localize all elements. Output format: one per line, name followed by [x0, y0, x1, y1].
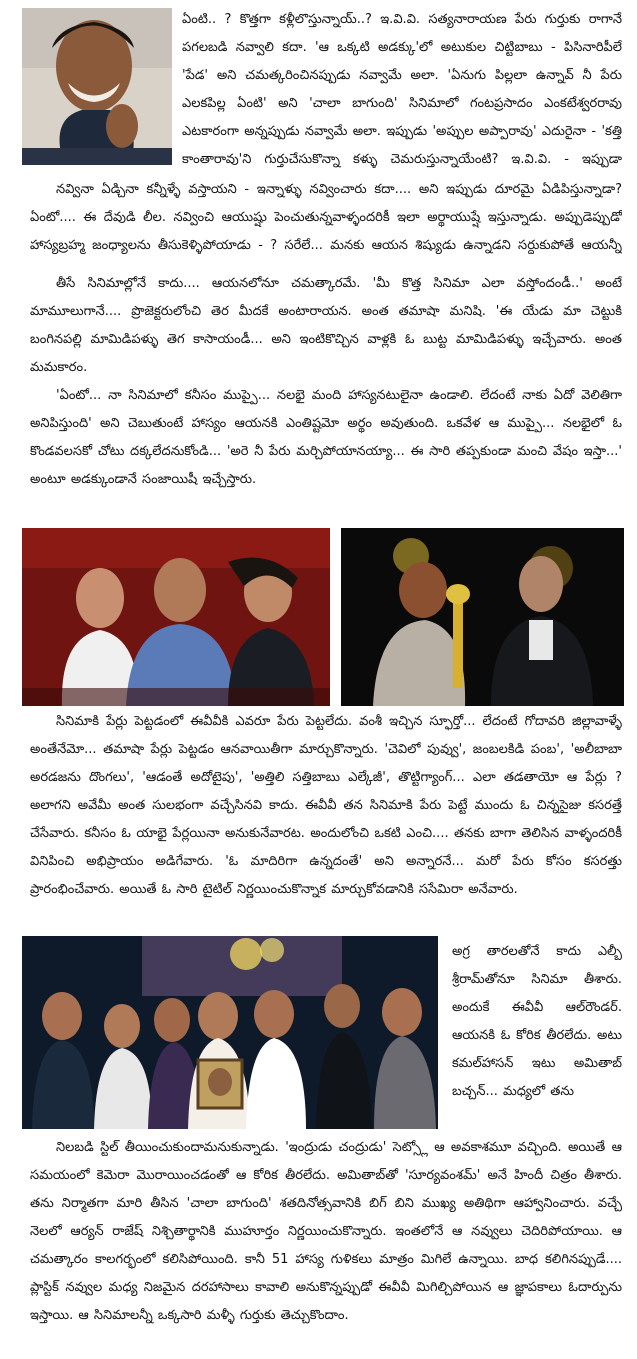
paragraph-3: తీసే సినిమాల్లోనే కాదు.... ఆయనలోనూ చమత్కారమే. 'మీ కొత్త సినిమా ఎలా వస్తోందండీ..' అంటే మామూలుగానే.... ప్రొజెక్టరులోంచి తెర మీదకే అంటారాయన. అంత తమాషా మనిషి. 'ఈ యేడు మా చెట్టుకి బంగినపల్లి మామిడిపళ్ళు తెగ కాసాయండీ... అని ఇంటికొచ్చిన వాళ్లకి ఓ బుట్ట మామిడిపళ్ళు ఇచ్చేవారు. అంత మమకారం.: [30, 276, 622, 375]
portrait-photo-graphic: [22, 8, 172, 165]
paragraph-7: నిలబడి స్టిల్ తీయించుకుందామనుకున్నాడు. 'ఇంద్రుడు చంద్రుడు' సెట్స్లో ఆ అవకాశమూ వచ్చింది. అయితే ఆ సమయంలో కెమెరా మొరాయించడంతో ఆ కోరిక తీరలేదు. అమితాబ్‌తో 'సూర్యవంశమ్' అనే హిందీ చిత్రం తీశారు. తను నిర్మాతగా మారి తీసిన 'చాలా బాగుంది' శతదినోత్సవానికి బిగ్ బిని ముఖ్య అతిథిగా ఆహ్వానించారు. వచ్చే నెలలో ఆర్యన్ రాజేష్ నిశ్చితార్థానికి ముహూర్తం నిర్ణయించుకొన్నారు. ఇంతలోనే ఆ నవ్వులు చెదిరిపోయాయి. ఆ చమత్కారం కాలగర్భంలో కలిసిపోయింది. కానీ 51 హాస్య గుళికలు మాత్రం మిగిలే ఉన్నాయి. బాధ కలిగినప్పుడే.... ప్లాస్టిక్ నవ్వుల మధ్య నిజమైన దరహాసాలు కావాలి అనుకొన్నప్పుడో ఈవీవీ మిగిల్చిపోయిన ఆ జ్ఞాపకాలు ఓదార్పును ఇస్తాయి. ఆ సినిమాలన్నీ ఒక్కసారి మళ్ళీ గుర్తుకు తెచ్చుకొందాం.: [30, 1140, 622, 1323]
group-photo-three-men: [22, 528, 330, 706]
felicitation-photo-graphic: [22, 936, 438, 1129]
group-photo-graphic: [22, 528, 330, 706]
portrait-photo: [22, 8, 172, 165]
paragraph-2: నవ్వినా ఏడ్చినా కన్నీళ్ళే వస్తాయని - ఇన్నాళ్ళు నవ్వించారు కదా.... అని ఇప్పుడు దూరమై ఏడిపిస్తున్నాడా? ఏంటో.... ఈ దేవుడి లీల. నవ్వించి ఆయుష్షు పెంచుతున్నవాళ్ళందరికీ ఇలా అర్థాయుష్షే ఇస్తున్నాడు. అప్పుడెప్పుడో హాస్యబ్రహ్మ జంధ్యాలను తీసుకెళ్ళిపోయాడు - ? సరేలే... మనకు ఆయన శిష్యుడు ఉన్నాడని సర్దుకుపోతే ఆయన్నీ: [30, 182, 622, 253]
intro-paragraph: ఏంటి.. ? కొత్తగా కళ్లీలొస్తున్నాయ్..? ఇ.వి.వి. సత్యనారాయణ పేరు గుర్తుకు రాగానే పగలబడి నవ్వాలి కదా. 'ఆ ఒక్కటి అడక్కు'లో అటుకుల చిట్టిబాబు - పిసినారిపీలే 'పేడ' అని చమత్కరించినప్పుడు నవ్వామే అలా. 'ఏనుగు పిల్లలా ఉన్నావ్ నీ పేరు ఎలకపిల్ల ఏంటి' అని 'చాలా బాగుంది' సినిమాలో గంటప్రసాదం ఎంకటేశ్వరరావు ఎటకారంగా అన్నప్పుడు నవ్వామే అలా. ఇప్పుడు 'అప్పుల అప్పారావు' ఎదురైనా - 'కత్తి కాంతారావు'ని గుర్తుచేసుకొన్నా కళ్ళు చెమరుస్తున్నాయేంటి? ఇ.వి.వి. - ఇప్పుడా: [182, 12, 622, 167]
award-photo-graphic: [341, 528, 624, 706]
award-photo-amitabh: [341, 528, 624, 706]
paragraph-4: 'ఏంటో... నా సినిమాలో కనీసం ముప్పై... నలభై మంది హాస్యనటులైనా ఉండాలి. లేదంటే నాకు ఏదో వెలితిగా అనిపిస్తుంది' అని చెబుతుంటే హాస్యం ఆయనకి ఎంతిష్టమో అర్థం అవుతుంది. ఒకవేళ ఆ ముప్పై... నలభైలో ఓ కొండవలసకో చోటు దక్కలేదనుకోండి... 'అరె నీ పేరు మర్చిపోయానయ్యా... ఈ సారి తప్పకుండా మంచి వేషం ఇస్తా...' అంటూ అడక్కుండానే సంజాయిషీ ఇచ్చేస్తారు.: [30, 388, 622, 487]
felicitation-stage-photo: [22, 936, 438, 1129]
paragraph-6: అగ్ర తారలతోనే కాదు ఎల్బీ శ్రీరామ్‌తోనూ సినిమా తీశారు. అందుకే ఈవీవీ ఆల్‌రౌండర్. ఆయనకి ఓ కోరిక తీరలేదు. అటు కమల్‌హాసన్ ఇటు అమితాబ్ బచ్చన్... మధ్యలో తను: [452, 944, 622, 1099]
paragraph-5: సినిమాకి పేర్లు పెట్టడంలో ఈవీవీకి ఎవరూ పేరు పెట్టలేదు. వంశీ ఇచ్చిన స్ఫూర్తో... లేదంటే గోదావరి జిల్లావాళ్ళే అంతేనేమో... తమాషా పేర్లు పెట్టడం ఆనవాయితీగా మార్చుకొన్నారు. 'చెవిలో పువ్వు', జంబలకిడి పంబ', 'అలీబాబా అరడజను దొంగలు', 'ఆడంతే అదోటైపు', 'అత్తిలి సత్తిబాబు ఎల్కేజీ', తొట్టిగ్యాంగ్... ఎలా తడతాయో ఆ పేర్లు ? అలాగని అవేమీ అంత సులభంగా వచ్చేసినవి కాదు. ఈవీవీ తన సినిమాకి పేరు పెట్టే ముందు ఓ చిన్నసైజు కసరత్తే చేసేవారు. కనీసం ఓ యాభై పేర్లయినా అనుకునేవారట. అందులోంచి ఒకటి ఎంచి.... తనకు బాగా తెలిసిన వాళ్ళందరికీ వినిపించి అభిప్రాయం అడిగేవారు. 'ఓ మాదిరిగా ఉన్నదంతే' అని అన్నారనే... మరో పేరు కోసం కసరత్తు ప్రారంభించేవారు. అయితే ఓ సారి టైటిల్ నిర్ణయించుకొన్నాక మార్చుకోవడానికి ససేమిరా అనేవారు.: [30, 714, 622, 897]
